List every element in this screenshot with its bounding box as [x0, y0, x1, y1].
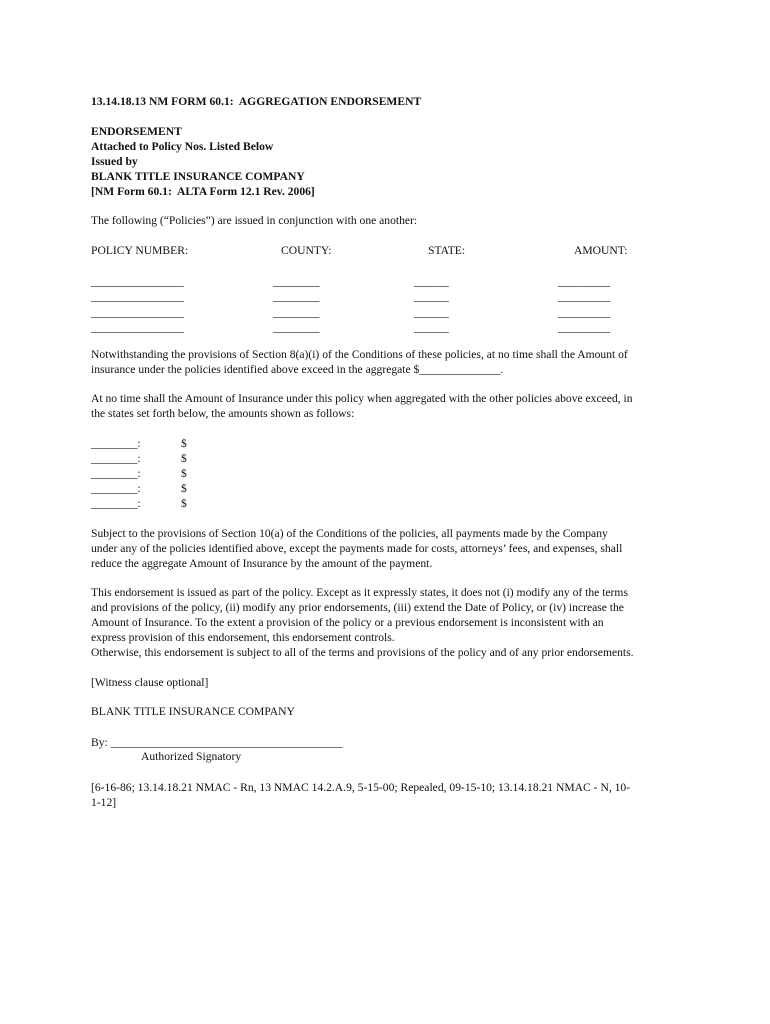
county-blank[interactable]: ________ — [273, 275, 320, 288]
amount-blank[interactable]: _________ — [558, 321, 611, 334]
dollar-amount-blank[interactable]: $ — [181, 482, 187, 495]
paragraph-line: At no time shall the Amount of Insurance under this policy when aggregated with the other policies above exceed, in — [91, 392, 633, 405]
dollar-amount-blank[interactable]: $ — [181, 437, 187, 450]
paragraph-line: Amount of Insurance. To the extent a provision of the policy or a previous endorsement is inconsistent with an — [91, 616, 604, 629]
state-blank[interactable]: ________: — [91, 482, 141, 495]
dollar-amount-blank[interactable]: $ — [181, 497, 187, 510]
dollar-amount-blank[interactable]: $ — [181, 467, 187, 480]
state-blank[interactable]: ________: — [91, 467, 141, 480]
intro-text: The following (“Policies”) are issued in conjunction with one another: — [91, 214, 418, 227]
company-name-bold: BLANK TITLE INSURANCE COMPANY — [91, 170, 305, 183]
paragraph-line: Subject to the provisions of Section 10(a) of the Conditions of the policies, all payments made by the Company — [91, 527, 608, 540]
paragraph-line: and provisions of the policy, (ii) modify any prior endorsements, (iii) extend the Date of Policy, or (iv) increase the — [91, 601, 624, 614]
amount-blank[interactable]: _________ — [558, 290, 611, 303]
form-reference: [NM Form 60.1: ALTA Form 12.1 Rev. 2006] — [91, 185, 315, 198]
state-blank[interactable]: ________: — [91, 437, 141, 450]
company-name: BLANK TITLE INSURANCE COMPANY — [91, 705, 295, 718]
col-header-policy-number: POLICY NUMBER: — [91, 244, 189, 257]
state-blank[interactable]: ______ — [414, 275, 449, 288]
witness-clause: [Witness clause optional] — [91, 676, 209, 689]
endorsement-title: ENDORSEMENT — [91, 125, 182, 138]
state-blank[interactable]: ______ — [414, 306, 449, 319]
issued-by-line: Issued by — [91, 155, 138, 168]
policy-number-blank[interactable]: ________________ — [91, 306, 184, 319]
signature-line[interactable]: By: ________________________________________ — [91, 736, 343, 749]
state-blank[interactable]: ________: — [91, 497, 141, 510]
paragraph-line: under any of the policies identified above, except the payments made for costs, attorneys’ fees, and expenses, shall — [91, 542, 623, 555]
paragraph-line: This endorsement is issued as part of the policy. Except as it expressly states, it does not (i) modify any of the terms — [91, 586, 628, 599]
col-header-state: STATE: — [428, 244, 466, 257]
section-heading: 13.14.18.13 NM FORM 60.1: AGGREGATION ENDORSEMENT — [91, 95, 422, 108]
state-blank[interactable]: ________: — [91, 452, 141, 465]
state-blank[interactable]: ______ — [414, 321, 449, 334]
paragraph-line: Otherwise, this endorsement is subject to all of the terms and provisions of the policy and of any prior endorsements. — [91, 646, 634, 659]
county-blank[interactable]: ________ — [273, 290, 320, 303]
county-blank[interactable]: ________ — [273, 321, 320, 334]
amount-blank[interactable]: _________ — [558, 306, 611, 319]
state-blank[interactable]: ______ — [414, 290, 449, 303]
paragraph-line: Notwithstanding the provisions of Section 8(a)(i) of the Conditions of these policies, at no time shall the Amount of — [91, 348, 628, 361]
paragraph-line: reduce the aggregate Amount of Insurance by the amount of the payment. — [91, 557, 433, 570]
attached-line: Attached to Policy Nos. Listed Below — [91, 140, 274, 153]
policy-number-blank[interactable]: ________________ — [91, 275, 184, 288]
amount-blank[interactable]: _________ — [558, 275, 611, 288]
history-line: 1-12] — [91, 796, 117, 809]
paragraph-line: express provision of this endorsement, this endorsement controls. — [91, 631, 395, 644]
policy-number-blank[interactable]: ________________ — [91, 290, 184, 303]
policy-number-blank[interactable]: ________________ — [91, 321, 184, 334]
history-line: [6-16-86; 13.14.18.21 NMAC - Rn, 13 NMAC 14.2.A.9, 5-15-00; Repealed, 09-15-10; 13.14.18.21 NMAC - N, 10- — [91, 781, 631, 794]
paragraph-line: the states set forth below, the amounts shown as follows: — [91, 407, 355, 420]
paragraph-line: insurance under the policies identified above exceed in the aggregate $______________. — [91, 363, 504, 376]
col-header-county: COUNTY: — [281, 244, 332, 257]
signatory-caption: Authorized Signatory — [141, 750, 242, 763]
dollar-amount-blank[interactable]: $ — [181, 452, 187, 465]
col-header-amount: AMOUNT: — [574, 244, 628, 257]
county-blank[interactable]: ________ — [273, 306, 320, 319]
